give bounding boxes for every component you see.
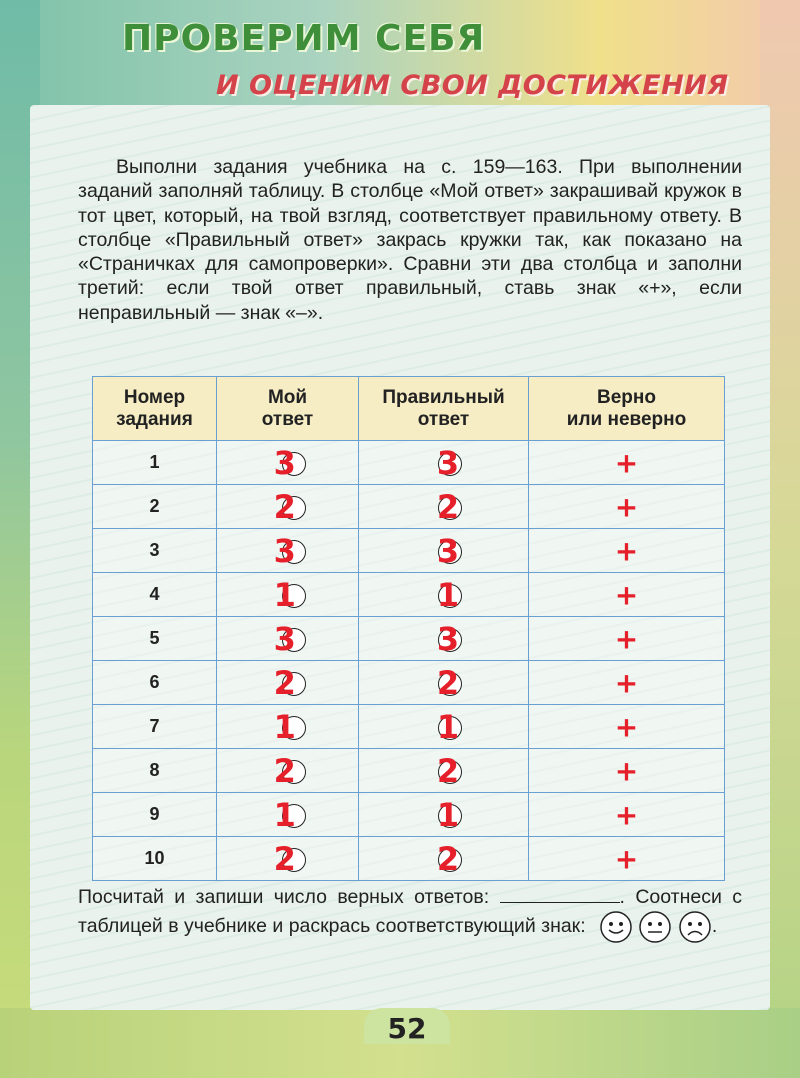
task-number: 1	[93, 441, 217, 485]
table-row	[93, 529, 725, 573]
smiley-face-icon[interactable]	[599, 910, 633, 944]
my-answer-handwritten: 2	[273, 663, 296, 702]
correct-answer-handwritten: 3	[436, 531, 460, 570]
my-answer-cell[interactable]	[217, 705, 359, 749]
correct-answer-handwritten: 2	[436, 839, 460, 878]
correct-answer-cell[interactable]	[359, 749, 529, 793]
task-number: 2	[93, 485, 217, 529]
my-answer-cell[interactable]	[217, 441, 359, 485]
my-answer-handwritten: 2	[273, 839, 296, 878]
check-mark-cell[interactable]	[529, 793, 725, 837]
task-number: 6	[93, 661, 217, 705]
my-answer-cell[interactable]	[217, 837, 359, 881]
correct-answer-cell[interactable]	[359, 485, 529, 529]
check-mark-cell[interactable]	[529, 705, 725, 749]
table-row	[93, 793, 725, 837]
table-row	[93, 837, 725, 881]
correct-answer-handwritten: 2	[436, 487, 460, 526]
task-number: 9	[93, 793, 217, 837]
neutral-face-icon[interactable]	[638, 910, 672, 944]
table-row	[93, 485, 725, 529]
my-answer-handwritten: 3	[273, 531, 296, 570]
correct-answer-handwritten: 2	[436, 751, 460, 790]
answer-count-field[interactable]	[500, 888, 620, 903]
count-prompt: Посчитай и запиши число верных ответов:	[78, 886, 490, 908]
correct-answer-handwritten: 3	[436, 619, 460, 658]
my-answer-cell[interactable]	[217, 661, 359, 705]
correct-answer-handwritten: 2	[436, 663, 460, 702]
correct-mark: +	[614, 578, 639, 611]
check-mark-cell[interactable]	[529, 441, 725, 485]
task-number: 5	[93, 617, 217, 661]
my-answer-handwritten: 1	[273, 707, 296, 746]
check-mark-cell[interactable]	[529, 749, 725, 793]
check-mark-cell[interactable]	[529, 617, 725, 661]
my-answer-handwritten: 1	[273, 575, 296, 614]
my-answer-cell[interactable]	[217, 749, 359, 793]
correct-mark: +	[614, 842, 639, 875]
task-number: 8	[93, 749, 217, 793]
table-row	[93, 661, 725, 705]
sad-face-icon[interactable]	[678, 910, 712, 944]
compare-prompt: Соотнеси с таблицей в учебнике и раскрась соответствующий знак:	[78, 886, 742, 937]
correct-answer-cell[interactable]	[359, 661, 529, 705]
task-number: 3	[93, 529, 217, 573]
header-task-number: Номер задания	[93, 377, 217, 441]
table-row	[93, 573, 725, 617]
correct-mark: +	[614, 666, 639, 699]
check-mark-cell[interactable]	[529, 837, 725, 881]
table-row	[93, 749, 725, 793]
check-mark-cell[interactable]	[529, 485, 725, 529]
correct-answer-cell[interactable]	[359, 529, 529, 573]
results-table	[92, 376, 725, 881]
correct-answer-cell[interactable]	[359, 793, 529, 837]
task-number: 10	[93, 837, 217, 881]
my-answer-cell[interactable]	[217, 485, 359, 529]
correct-answer-cell[interactable]	[359, 573, 529, 617]
my-answer-cell[interactable]	[217, 617, 359, 661]
footer-text: Посчитай и запиши число верных ответов: . Соотнеси с таблицей в учебнике и раскрась соответствующий знак: .	[78, 885, 742, 944]
my-answer-handwritten: 2	[273, 751, 296, 790]
correct-answer-cell[interactable]	[359, 837, 529, 881]
header-right-or-wrong: Верно или неверно	[529, 377, 725, 441]
correct-answer-handwritten: 1	[436, 795, 460, 834]
task-number: 7	[93, 705, 217, 749]
correct-mark: +	[614, 534, 639, 567]
correct-mark: +	[614, 710, 639, 743]
page-number: 52	[387, 1012, 427, 1045]
check-mark-cell[interactable]	[529, 529, 725, 573]
correct-answer-handwritten: 1	[436, 575, 460, 614]
check-mark-cell[interactable]	[529, 573, 725, 617]
task-number: 4	[93, 573, 217, 617]
my-answer-handwritten: 3	[273, 443, 296, 482]
correct-answer-handwritten: 3	[436, 443, 460, 482]
table-row	[93, 705, 725, 749]
correct-mark: +	[614, 446, 639, 479]
header-correct-answer: Правильный ответ	[359, 377, 529, 441]
correct-mark: +	[614, 754, 639, 787]
my-answer-cell[interactable]	[217, 573, 359, 617]
correct-answer-cell[interactable]	[359, 705, 529, 749]
page-title: ПРОВЕРИМ СЕБЯ	[122, 18, 486, 59]
table-header-row	[93, 377, 725, 441]
table-body	[93, 441, 725, 881]
check-mark-cell[interactable]	[529, 661, 725, 705]
faces-group	[599, 910, 712, 944]
my-answer-handwritten: 3	[273, 619, 296, 658]
page-subtitle: И ОЦЕНИМ СВОИ ДОСТИЖЕНИЯ	[216, 70, 729, 101]
correct-mark: +	[614, 798, 639, 831]
my-answer-cell[interactable]	[217, 529, 359, 573]
table-row	[93, 617, 725, 661]
correct-mark: +	[614, 622, 639, 655]
instructions-text: Выполни задания учебника на с. 159—163. При выполнении заданий заполняй таблицу. В столбце «Мой ответ» закрашивай кружок в тот цвет, который, на твой взгляд, соответствует правильному ответу. В столбце «Правильный ответ» закрась кружки так, как показано на «Страничках для самопроверки». Сравни эти два столбца и заполни третий: если твой ответ правильный, ставь знак «+», если неправильный — знак «–».	[78, 156, 742, 324]
correct-answer-cell[interactable]	[359, 617, 529, 661]
my-answer-handwritten: 1	[273, 795, 296, 834]
my-answer-handwritten: 2	[273, 487, 296, 526]
my-answer-cell[interactable]	[217, 793, 359, 837]
correct-mark: +	[614, 490, 639, 523]
table-row	[93, 441, 725, 485]
header-my-answer: Мой ответ	[217, 377, 359, 441]
correct-answer-cell[interactable]	[359, 441, 529, 485]
correct-answer-handwritten: 1	[436, 707, 460, 746]
